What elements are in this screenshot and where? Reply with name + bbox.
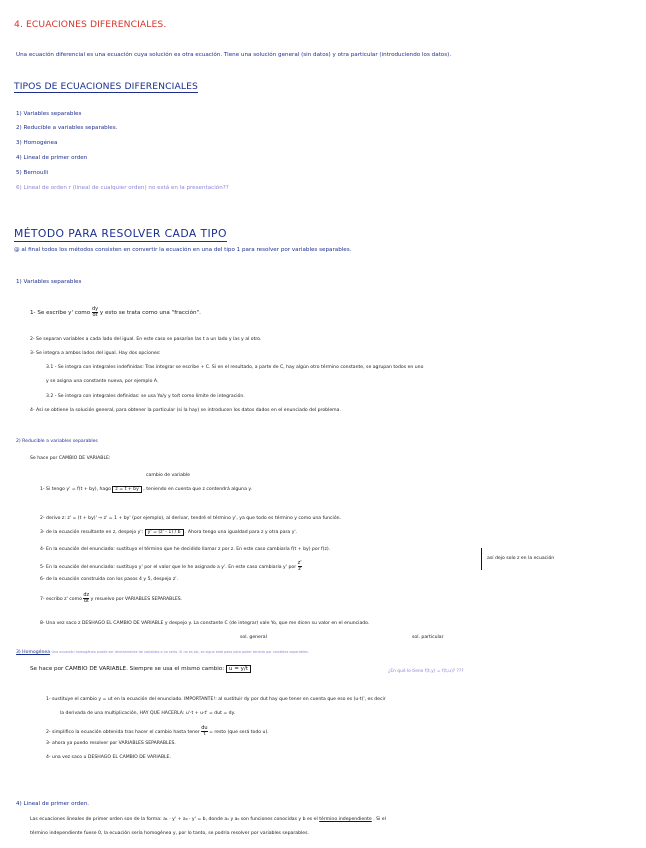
section-4-title: 4) Lineal de primer orden. [16,801,90,807]
dy-dt-fraction [92,307,98,318]
s1-step1-text: 1- Se escribe y' como [30,310,91,317]
s2-step3-text: 3- de la ecuación resultante en z, despejo y': [40,530,144,535]
s1-step1 [30,307,201,318]
du-t-fraction [201,726,207,737]
section-1-title: 1) Variables separables [16,279,82,285]
s1-step2: 2- Se separan variables a cada lado del igual. En este caso se pasarían las t a un lado y las y al otro. [30,337,262,342]
s3-side-note: ¿En qué lo tiene f(t,y) = f(t,u)? ??? [388,669,464,674]
s4-line1 [30,818,386,823]
tipo-item: 6) Lineal de orden r (lineal de cualquier orden) no está en la presentación?? [16,185,229,191]
s3-lead-text: Se hace por CAMBIO DE VARIABLE. Siempre se usa el mismo cambio: [30,666,225,672]
s2-step3 [40,531,297,536]
s4-line1-text: Las ecuaciones lineales de primer orden son de la forma: a₁ · y' + a₀ · y' = b, donde a₁ y a₀ son funciones conocidas y b es el [30,817,318,822]
sol-particular-label: sol. particular [412,635,444,640]
s2-step8: 8- Una vez saco z DESHAGO EL CAMBIO DE VARIABLE y despejo y. La constante C (de integrar) vale Yo, que me dicen su valor en el enunciado. [40,621,370,626]
s3-step1-cont: la derivada de una multiplicación, HAY QUE HACERLA: u'·t + u·t' = dut = dy. [60,711,236,716]
s2-step7-text: 7- escribo z' como [40,597,82,603]
s1-step4: 4- Así se obtiene la solución general, para obtener la particular (si la hay) se introducen los datos dados en el enunciado del problema. [30,408,341,413]
tipo-item: 5) Bernoulli [16,170,49,176]
brace [478,548,482,570]
s3-lead [30,667,251,673]
fraction-denominator: t [203,731,206,738]
u-equals-y-over-t-box: u = y/t [226,665,251,673]
document-title: 4. ECUACIONES DIFERENCIALES. [14,19,167,30]
s3-step2-text-end: = resto (que será todo u). [209,730,269,736]
s3-step3: 3- ahora ya puedo resolver por VARIABLES SEPARABLES. [46,741,176,746]
s3-step4: 4- una vez saco u DESHAGO EL CAMBIO DE VARIABLE. [46,755,171,760]
s2-cambio-note: cambio de variable [146,473,191,478]
tipos-heading: TIPOS DE ECUACIONES DIFERENCIALES [14,81,198,92]
s4-line1-text-end: . Si el [373,817,386,822]
section-2-title: 2) Reducible a variables separables [16,439,98,444]
s2-step2: 2- derivo z: z' = (t + by)' → z' = 1 + by' (por ejemplo), al derivar, tendré el término y', ya que todo es término y como una función. [40,516,342,521]
change-of-variable-box: z = t + by [112,486,141,493]
section-3-title-note: Una ecuación homogénea puede ser directamente de variables o no serlo. Si no es así, se sigue este paso para poder tenerla por variables separables. [51,650,309,654]
s2-step1-text: 1- Si tengo y' = f(t + by), hago [40,487,111,492]
s3-step2-text: 2- simplifico la ecuación obtenida tras hacer el cambio hasta tener [46,730,200,736]
fraction-denominator: z [298,566,301,573]
s4-line2: término independiente fuese 0, la ecuación sería homogénea y, por lo tanto, se podría resolver por variables separables. [30,831,309,836]
fraction-denominator: dt [92,312,98,319]
fraction-numerator: dy [91,306,99,312]
s2-step5-text: 5- En la ecuación del enunciado: sustituyo y' por el valor que le he asignado a y'. En este caso cambiaría y' por [40,565,297,571]
fraction-numerator: du [201,725,208,731]
dz-dt-fraction [83,593,89,604]
s1-step3-2: 3.2 - Se integra con integrales definidas: se usa Yo/y y to/t como límite de integración. [46,394,245,399]
fraction-denominator: dt [83,598,89,605]
intro-text: Una ecuación diferencial es una ecuación cuya solución es otra ecuación. Tiene una solución general (sin datos) y otra particular (introduciendo los datos). [16,52,452,58]
s1-step3: 3- Se integra a ambos lados del igual. Hay dos opciones: [30,351,161,356]
s1-step1-text-end: y esto se trata como una "fracción". [99,310,201,317]
s3-step2 [46,726,269,737]
termino-independiente: término independiente [319,817,372,822]
metodo-heading: MÉTODO PARA RESOLVER CADA TIPO [14,227,227,240]
fraction-numerator: dz [83,592,90,598]
tipo-item: 4) Lineal de primer orden [16,155,88,161]
s2-step5 [40,561,302,572]
s2-step1-text-end: , teniendo en cuenta que z contendrá alguna y. [143,487,252,492]
s2-step7 [40,593,182,604]
s2-step3-text-end: . Ahora tengo una igualdad para z y otra para y'. [185,530,298,535]
s2-step1 [40,488,252,493]
z-fraction [298,561,302,572]
s2-step4: 4- En la ecuación del enunciado: sustituyo el término que he decidido llamar z por z. En este caso cambiaría f(t + by) por f(z). [40,547,331,552]
fraction-numerator: z' [297,560,302,566]
sol-general-label: sol. general [240,635,267,640]
s2-step6: 6- de la ecuación construida con los pasos 4 y 5, despejo z'. [40,577,178,582]
tipo-item: 1) Variables separables [16,111,82,117]
s1-step3-1-cont: y se asigna una constante nueva, por ejemplo A. [46,379,159,384]
s1-step3-1: 3.1 - Se integra con integrales indefinidas: Tras integrar se escribe + C. Si en el resultado, a parte de C, hay algún otro término constante, se agrupan todos en uno [46,365,424,370]
y-prime-box: y' = (z' - 1) / b [145,529,184,536]
s2-step7-text-end: y resuelvo por VARIABLES SEPARABLES. [90,597,183,603]
tipo-item: 3) Homogénea [16,140,58,146]
s2-lead: Se hace por CAMBIO DE VARIABLE: [30,456,111,461]
s3-step1: 1- sustituye el cambio y = ut en la ecuación del enunciado. IMPORTANTE!: al sustituir dy por dut hay que tener en cuenta que eso es (u·t)', es decir [46,697,386,702]
tipo-item: 2) Reducible a variables separables. [16,125,118,131]
section-3-title-text: 3) Homogénea [16,650,51,655]
brace-note: así dejo solo z en la ecuación [487,556,555,561]
section-3-title [16,651,309,656]
metodo-note: @ al final todos los métodos consisten en convertir la ecuación en una del tipo 1 para resolver por variables separables. [14,247,352,253]
